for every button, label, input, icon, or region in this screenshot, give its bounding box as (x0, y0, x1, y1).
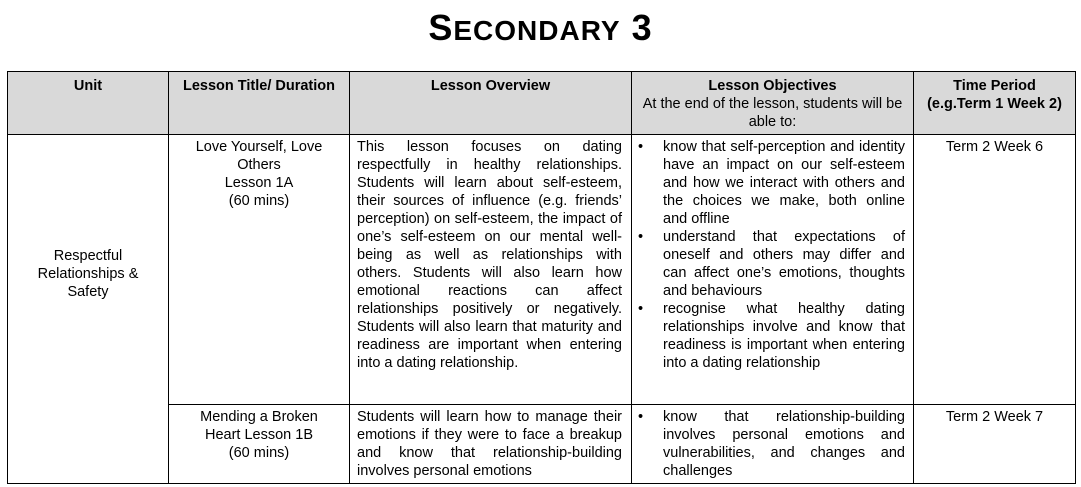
unit-name: Respectful Relationships & Safety (37, 248, 139, 300)
header-objectives (632, 72, 914, 135)
header-row (8, 72, 1076, 135)
lesson-overview: Students will learn how to manage their emotions if they were to face a breakup and know that relationship-building involves personal emotions (357, 409, 622, 479)
list-item: • recognise what healthy dating relationships involve and know that readiness is important when entering into a dating relationship (638, 300, 905, 372)
list-item: • know that relationship-building involves personal emotions and vulnerabilities, and changes and challenges (638, 408, 905, 480)
header-objectives-sub: At the end of the lesson, students will be able to: (642, 96, 903, 130)
lesson-title-cell (169, 405, 350, 484)
lesson-overview: This lesson focuses on dating respectfully in healthy relationships. Students will learn about self-esteem, their sources of influence (e.g. friends’ perception) on self-esteem, the impact of one’s self-esteem on our mental well-being as well as relationships with others. Students will also learn how emotional reactions can affect relationships positively or negatively. Students will also learn that maturity and readiness are important when entering into a dating relationship. (357, 139, 622, 371)
lesson-title: Love Yourself, Love Others (195, 139, 323, 173)
header-objectives-label: Lesson Objectives (708, 78, 837, 94)
time-period: Term 2 Week 7 (945, 409, 1044, 425)
unit-cell (8, 135, 169, 484)
lesson-duration: (60 mins) (228, 193, 290, 209)
lesson-code: Lesson 1A (224, 175, 294, 191)
lesson-objectives-cell (632, 405, 914, 484)
list-item: • know that self-perception and identity have an impact on our self-esteem and how we interact with others and the choices we make, both online and offline (638, 138, 905, 228)
time-period: Term 2 Week 6 (945, 139, 1044, 155)
header-overview: Lesson Overview (350, 72, 632, 135)
header-time-period-label: Time Period (953, 78, 1036, 94)
table-row (8, 405, 1076, 484)
header-lesson-title: Lesson Title/ Duration (169, 72, 350, 135)
lesson-title-cell (169, 135, 350, 405)
objectives-list (638, 408, 905, 480)
list-item: • understand that expectations of oneself and others may differ and can affect one’s emotions, thoughts and behaviours (638, 228, 905, 300)
page-title: SECONDARY 3 (428, 7, 653, 48)
lesson-title: Mending a Broken Heart Lesson 1B (200, 409, 318, 443)
header-time-period-sub: (e.g.Term 1 Week 2) (927, 96, 1062, 112)
lesson-overview-cell (350, 405, 632, 484)
curriculum-table (7, 71, 1076, 484)
time-period-cell (914, 405, 1076, 484)
header-time-period (914, 72, 1076, 135)
lesson-overview-cell (350, 135, 632, 405)
lesson-objectives-cell (632, 135, 914, 405)
objectives-list (638, 138, 905, 372)
table-row (8, 135, 1076, 405)
lesson-duration: (60 mins) (228, 445, 290, 461)
time-period-cell (914, 135, 1076, 405)
header-unit: Unit (8, 72, 169, 135)
